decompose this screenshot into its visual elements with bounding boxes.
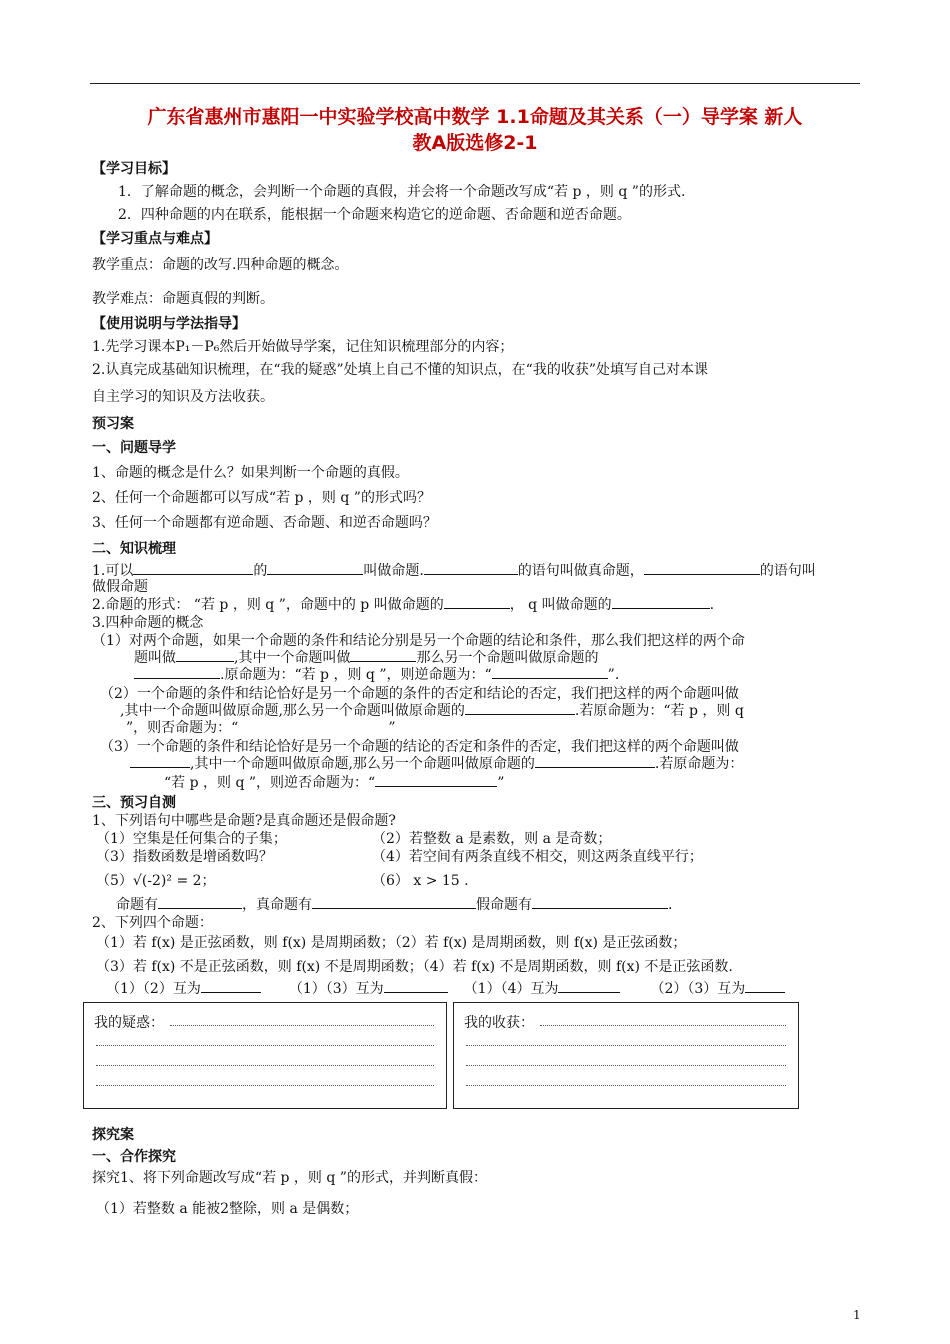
blank[interactable] (535, 753, 655, 768)
knowledge-3-2c: ”，则否命题为：“ ” (126, 720, 396, 736)
write-line (540, 1025, 786, 1026)
test-1-item-4: （4）若空间有两条直线不相交，则这两条直线平行； (372, 849, 703, 865)
knowledge-3-3a: （3）一个命题的条件和结论恰好是另一个命题的结论的否定和条件的否定，我们把这样的两个命题叫做 (100, 739, 739, 755)
blank[interactable] (492, 664, 608, 679)
blank[interactable] (612, 594, 710, 609)
write-line (466, 1045, 786, 1046)
blank[interactable] (375, 772, 497, 787)
preview-heading: 预习案 (92, 416, 134, 432)
difficult-point: 教学难点：命题真假的判断。 (92, 291, 274, 307)
blank[interactable] (133, 560, 253, 575)
write-line (96, 1085, 434, 1086)
write-line (96, 1045, 434, 1046)
section-self-test: 三、预习自测 (92, 795, 176, 811)
section-cooperative: 一、合作探究 (92, 1149, 176, 1165)
question-3: 3、任何一个命题都有逆命题、否命题、和逆否命题吗？ (92, 515, 437, 531)
test-2-line-2: （3）若 f(x) 不是正弦函数，则 f(x) 不是周期函数；（4）若 f(x) 不是周期函数，则 f(x) 不是正弦函数. (96, 959, 733, 975)
blank[interactable] (444, 594, 510, 609)
instruction-item-2b: 自主学习的知识及方法收获。 (92, 389, 274, 405)
test-1-answer: 命题有 ，真命题有 假命题有 . (116, 894, 672, 914)
document-title-line2: 教A版选修2-1 (412, 132, 538, 154)
write-line (466, 1065, 786, 1066)
test-2: 2、下列四个命题： (92, 915, 213, 931)
document-title-line1: 广东省惠州市惠阳一中实验学校高中数学 1.1命题及其关系（一）导学案 新人 (147, 106, 803, 128)
gain-label: 我的收获： (464, 1015, 534, 1031)
blank[interactable] (644, 560, 760, 575)
blank[interactable] (201, 978, 261, 993)
top-rule (90, 83, 860, 84)
instruction-item-2a: 2.认真完成基础知识梳理，在“我的疑惑”处填上自己不懂的知识点，在“我的收获”处填写自己对本课 (92, 362, 708, 378)
page-number: 1 (853, 1308, 861, 1322)
doubt-label: 我的疑惑： (94, 1015, 164, 1031)
test-1: 1、下列语句中哪些是命题?是真命题还是假命题? (92, 813, 396, 829)
blank[interactable] (267, 560, 363, 575)
blank[interactable] (465, 700, 575, 715)
knowledge-1-cont: 做假命题 (92, 579, 148, 595)
knowledge-3-1a: （1）对两个命题，如果一个命题的条件和结论分别是另一个命题的结论和条件，那么我们把这样的两个命 (92, 633, 745, 649)
test-1-item-6: （6） x > 15 . (372, 873, 469, 889)
knowledge-3-3c: “若 p ，则 q ”，则逆否命题为：“ ” (164, 772, 504, 792)
blank[interactable] (384, 978, 448, 993)
knowledge-3-1b: 题叫做 ,其中一个命题叫做 那么另一个命题叫做原命题的 (134, 647, 598, 667)
keypoints-heading: 【学习重点与难点】 (92, 231, 218, 247)
explore-1: 探究1、将下列命题改写成“若 p ，则 q ”的形式，并判断真假： (92, 1170, 487, 1186)
explore-1-item-1: （1）若整数 a 能被2整除，则 a 是偶数； (96, 1201, 359, 1217)
test-2-line-1: （1）若 f(x) 是正弦函数，则 f(x) 是周期函数；（2）若 f(x) 是周期函数，则 f(x) 是正弦函数； (96, 935, 687, 951)
key-point: 教学重点：命题的改写.四种命题的概念。 (92, 257, 349, 273)
goal-item-1: 1．了解命题的概念，会判断一个命题的真假，并会将一个命题改写成“若 p ，则 q ”的形式. (118, 184, 686, 200)
test-2-relations: （1）（2）互为 （1）（3）互为 （1）（4）互为 （2）（3）互为 (106, 978, 785, 998)
blank[interactable] (312, 894, 476, 909)
blank[interactable] (424, 560, 518, 575)
section-question-guide: 一、问题导学 (92, 440, 176, 456)
gain-box[interactable] (453, 1002, 799, 1109)
write-line (96, 1065, 434, 1066)
blank[interactable] (176, 647, 234, 662)
explore-heading: 探究案 (92, 1127, 134, 1143)
knowledge-3: 3.四种命题的概念 (92, 615, 204, 631)
knowledge-3-1c: .原命题为：“若 p ，则 q ”，则逆命题为：“ ”. (134, 664, 619, 684)
doubt-box[interactable] (83, 1002, 447, 1109)
goals-heading: 【学习目标】 (92, 161, 176, 177)
blank[interactable] (158, 894, 242, 909)
knowledge-2: 2.命题的形式： “若 p ，则 q ”，命题中的 p 叫做命题的 ， q 叫做命题的 . (92, 594, 714, 614)
blank[interactable] (350, 647, 416, 662)
write-line (466, 1085, 786, 1086)
blank[interactable] (558, 978, 620, 993)
test-1-item-5: （5）√(-2)² = 2； (96, 873, 216, 889)
section-knowledge: 二、知识梳理 (92, 541, 176, 557)
instruction-item-1: 1.先学习课本P₁－P₆然后开始做导学案，记住知识梳理部分的内容； (92, 339, 514, 355)
question-2: 2、任何一个命题都可以写成“若 p ，则 q ”的形式吗？ (92, 490, 431, 506)
blank[interactable] (134, 664, 220, 679)
blank[interactable] (745, 978, 785, 993)
test-1-item-1: （1）空集是任何集合的子集； (96, 831, 287, 847)
question-1: 1、命题的概念是什么？如果判断一个命题的真假。 (92, 465, 409, 481)
blank[interactable] (532, 894, 668, 909)
write-line (170, 1025, 434, 1026)
test-1-item-3: （3）指数函数是增函数吗？ (96, 849, 273, 865)
blank[interactable] (130, 753, 190, 768)
instructions-heading: 【使用说明与学法指导】 (92, 316, 246, 332)
goal-item-2: 2．四种命题的内在联系，能根据一个命题来构造它的逆命题、否命题和逆否命题。 (118, 207, 631, 223)
knowledge-3-2a: （2）一个命题的条件和结论恰好是另一个命题的条件的否定和结论的否定，我们把这样的两个命题叫做 (100, 686, 739, 702)
knowledge-3-2b: ,其中一个命题叫做原命题,那么另一个命题叫做原命题的 .若原命题为：“若 p ，则 q (120, 700, 744, 720)
test-1-item-2: （2）若整数 a 是素数，则 a 是奇数； (372, 831, 612, 847)
knowledge-3-3b: ,其中一个命题叫做原命题,那么另一个命题叫做原命题的 .若原命题为： (130, 753, 743, 773)
knowledge-1: 1.可以 的 叫做命题. 的语句叫做真命题， 的语句叫 (92, 560, 816, 580)
